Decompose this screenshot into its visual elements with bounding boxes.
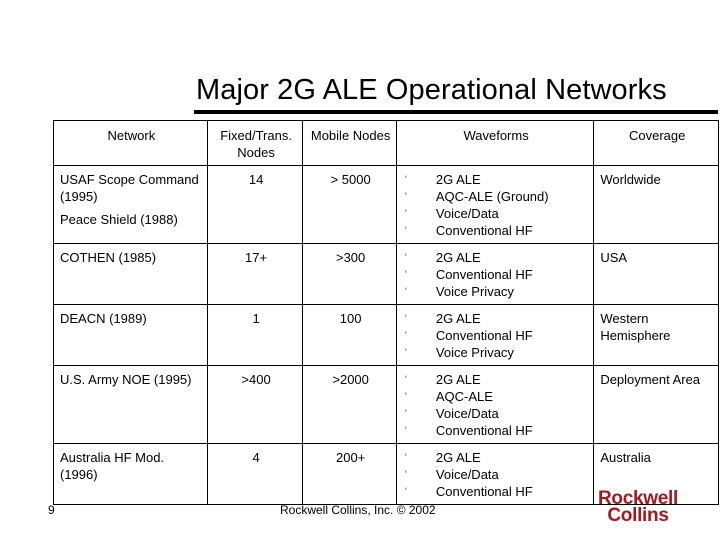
title-underline (194, 110, 718, 114)
network-cell (54, 166, 208, 244)
waveform-label: Conventional HF (435, 328, 533, 343)
mobile-nodes-cell: 200+ (303, 444, 397, 505)
network-cell (54, 244, 208, 305)
mobile-nodes-cell: 100 (303, 305, 397, 366)
bullet-icon: ʻ (404, 469, 407, 479)
bullet-icon: ʻ (404, 191, 407, 201)
waveform-label: Conventional HF (435, 223, 533, 238)
mobile-nodes-cell: >2000 (303, 366, 397, 444)
page-number: 9 (48, 503, 55, 517)
waveform-list (403, 371, 589, 439)
waveform-item (405, 422, 589, 439)
network-name: USAF Scope Command (1995) (60, 172, 199, 204)
waveform-item (405, 266, 589, 283)
logo-line-1: Rockwell (598, 488, 678, 509)
coverage-cell: Worldwide (594, 166, 719, 244)
waveform-label: Conventional HF (435, 267, 533, 282)
network-name: DEACN (1989) (60, 311, 147, 326)
waveform-item (405, 344, 589, 361)
bullet-icon: ʻ (404, 174, 407, 184)
fixed-nodes-cell: 4 (207, 444, 303, 505)
waveforms-cell (396, 305, 593, 366)
coverage-cell: Australia (594, 444, 719, 505)
bullet-icon: ʻ (404, 225, 407, 235)
fixed-nodes-cell: 17+ (207, 244, 303, 305)
bullet-icon: ʻ (404, 269, 407, 279)
waveforms-cell (396, 444, 593, 505)
waveform-item (405, 249, 589, 266)
waveform-item (405, 483, 589, 500)
waveform-item (405, 205, 589, 222)
bullet-icon: ʻ (404, 347, 407, 357)
waveform-label: 2G ALE (435, 450, 481, 465)
waveform-item (405, 371, 589, 388)
waveform-label: Voice Privacy (435, 284, 514, 299)
waveform-item (405, 449, 589, 466)
waveform-label: 2G ALE (435, 372, 481, 387)
column-header-waveforms: Waveforms (396, 121, 593, 166)
mobile-nodes-cell: >300 (303, 244, 397, 305)
network-name: Australia HF Mod. (1996) (60, 450, 165, 482)
waveform-label: Conventional HF (435, 423, 533, 438)
table-row (54, 166, 719, 244)
waveform-label: Voice/Data (435, 467, 499, 482)
waveform-label: Voice Privacy (435, 345, 514, 360)
waveform-item (405, 466, 589, 483)
table-row (54, 366, 719, 444)
fixed-nodes-cell: 14 (207, 166, 303, 244)
coverage-cell: Western Hemisphere (594, 305, 719, 366)
waveform-item (405, 222, 589, 239)
waveform-item (405, 327, 589, 344)
fixed-nodes-cell: 1 (207, 305, 303, 366)
coverage-cell: USA (594, 244, 719, 305)
bullet-icon: ʻ (404, 313, 407, 323)
mobile-nodes-cell: > 5000 (303, 166, 397, 244)
copyright-footer: Rockwell Collins, Inc. © 2002 (280, 503, 436, 517)
waveform-list (403, 171, 589, 239)
bullet-icon: ʻ (404, 486, 407, 496)
fixed-nodes-cell: >400 (207, 366, 303, 444)
waveforms-cell (396, 244, 593, 305)
waveform-label: AQC-ALE (Ground) (435, 189, 549, 204)
waveform-item (405, 310, 589, 327)
network-cell (54, 366, 208, 444)
bullet-icon: ʻ (404, 330, 407, 340)
waveform-list (403, 310, 589, 361)
waveform-item (405, 405, 589, 422)
column-header-coverage: Coverage (594, 121, 719, 166)
waveform-item (405, 388, 589, 405)
waveform-label: 2G ALE (435, 250, 481, 265)
network-name: COTHEN (1985) (60, 250, 157, 265)
waveform-item (405, 283, 589, 300)
bullet-icon: ʻ (404, 425, 407, 435)
slide-title: Major 2G ALE Operational Networks (196, 74, 667, 106)
rockwell-collins-logo (586, 490, 690, 526)
column-header-mobile-nodes: Mobile Nodes (303, 121, 397, 166)
network-sub-name: Peace Shield (1988) (60, 212, 178, 227)
waveforms-cell (396, 366, 593, 444)
bullet-icon: ʻ (404, 408, 407, 418)
table-row (54, 244, 719, 305)
waveform-label: AQC-ALE (435, 389, 493, 404)
bullet-icon: ʻ (404, 452, 407, 462)
bullet-icon: ʻ (404, 391, 407, 401)
bullet-icon: ʻ (404, 374, 407, 384)
column-header-network: Network (54, 121, 208, 166)
waveform-list (403, 449, 589, 500)
waveform-list (403, 249, 589, 300)
waveform-label: Conventional HF (435, 484, 533, 499)
waveform-label: Voice/Data (435, 406, 499, 421)
waveform-item (405, 188, 589, 205)
bullet-icon: ʻ (404, 286, 407, 296)
network-cell (54, 444, 208, 505)
waveform-label: 2G ALE (435, 311, 481, 326)
network-name: U.S. Army NOE (1995) (60, 372, 192, 387)
coverage-cell: Deployment Area (594, 366, 719, 444)
networks-table (53, 120, 719, 509)
waveform-label: 2G ALE (435, 172, 481, 187)
logo-line-2: Collins (607, 505, 669, 526)
bullet-icon: ʻ (404, 208, 407, 218)
table-row (54, 305, 719, 366)
waveform-item (405, 171, 589, 188)
bullet-icon: ʻ (404, 252, 407, 262)
waveforms-cell (396, 166, 593, 244)
waveform-label: Voice/Data (435, 206, 499, 221)
network-cell (54, 305, 208, 366)
column-header-fixed-nodes: Fixed/Trans. Nodes (207, 121, 303, 166)
header-row (54, 121, 719, 166)
